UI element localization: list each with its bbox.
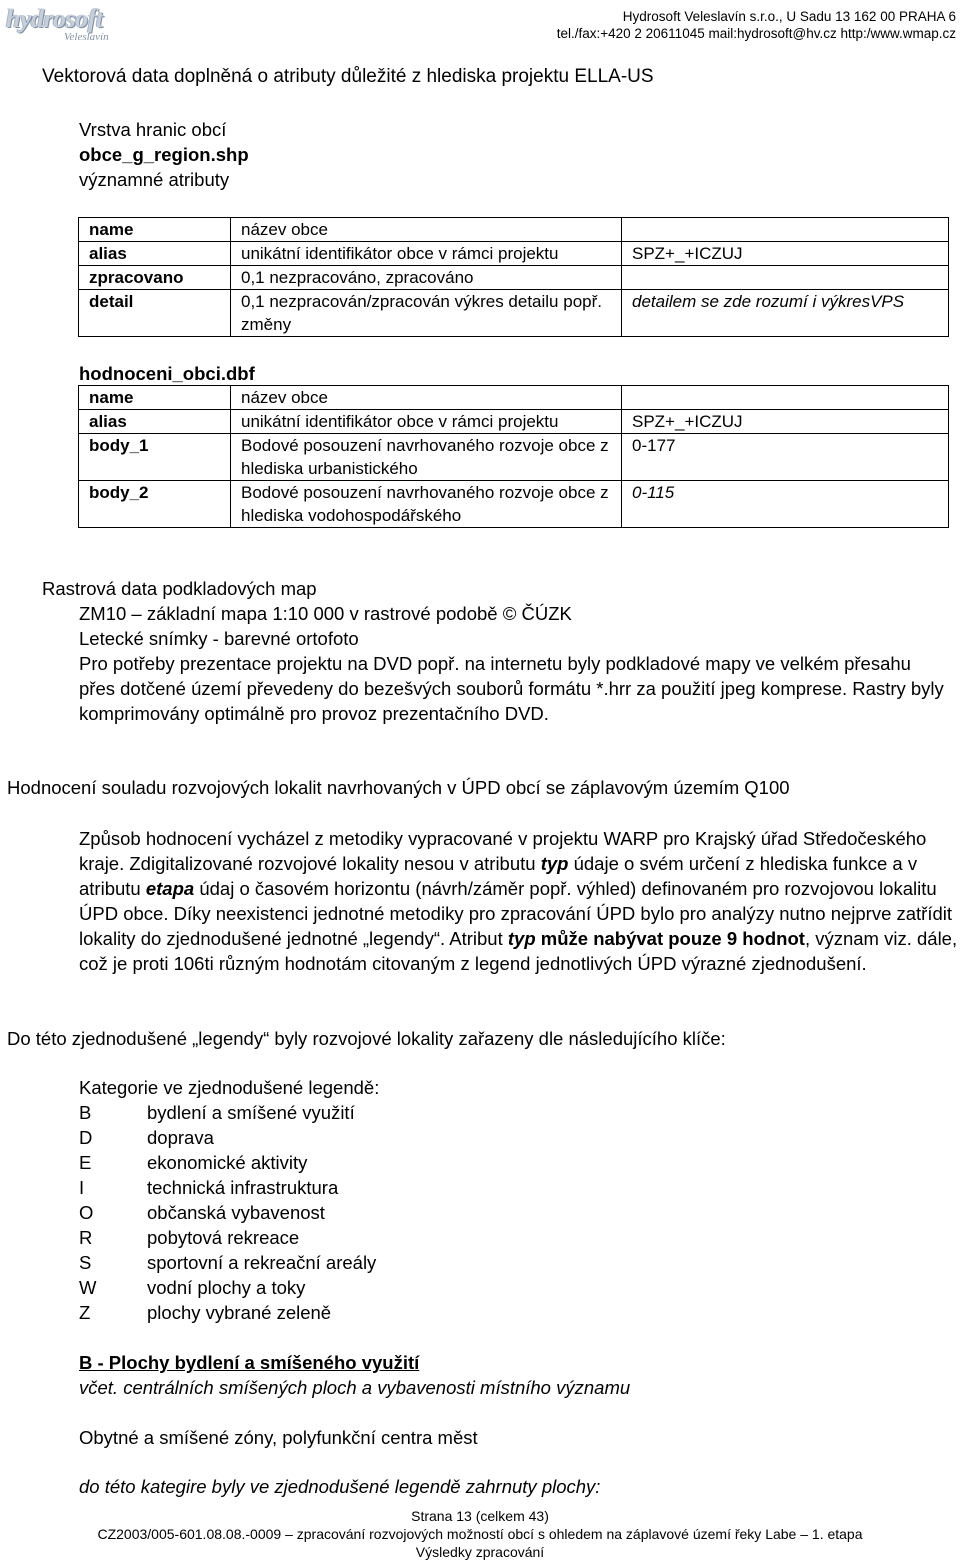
assessment-paragraph (79, 826, 959, 976)
legend-item (79, 1277, 305, 1299)
section-b-italic-line: do této kategire byly ve zjednodušené legendě zahrnuty plochy: (79, 1476, 601, 1497)
legend-item (79, 1177, 338, 1199)
legend-item (79, 1252, 376, 1274)
legend-item (79, 1202, 325, 1224)
raster-paragraph: Pro potřeby prezentace projektu na DVD popř. na internetu byly podkladové mapy ve velkém přesahu přes dotčené území převedeny do bezešvých souborů formátu *.hrr za použití jpeg komprese. Rastry byly komprimovány optimálně pro provoz prezentačního DVD. (79, 653, 944, 724)
table-row (79, 242, 949, 266)
legend-label: sportovní a rekreační areály (147, 1252, 377, 1273)
attr-desc: unikátní identifikátor obce v rámci projektu (231, 410, 622, 434)
attr-name: zpracovano (79, 266, 231, 290)
attribute-table-shp (78, 217, 949, 337)
legend-code: D (79, 1127, 93, 1148)
header-company: Hydrosoft Veleslavín s.r.o., U Sadu 13 162 00 PRAHA 6 (622, 9, 956, 24)
legend-code: E (79, 1152, 92, 1173)
vector-heading: Vektorová data doplněná o atributy důležité z hlediska projektu ELLA-US (42, 66, 654, 87)
attr-note: 0-177 (622, 434, 949, 481)
attr-note: detailem se zde rozumí i výkresVPS (622, 290, 949, 337)
legend-item (79, 1127, 214, 1149)
attr-desc: 0,1 nezpracováno, zpracováno (231, 266, 622, 290)
company-logo (6, 4, 116, 44)
text-run: může nabývat pouze 9 hodnot (535, 928, 805, 949)
legend-code: B (79, 1102, 92, 1123)
text-run: typ (540, 853, 569, 874)
legend-code: Z (79, 1302, 91, 1323)
legend-label: ekonomické aktivity (147, 1152, 308, 1173)
legend-code: S (79, 1252, 92, 1273)
footer-results: Výsledky zpracování (415, 1544, 545, 1560)
attr-note (622, 266, 949, 290)
table-row (79, 481, 949, 528)
attr-note: SPZ+_+ICZUJ (622, 242, 949, 266)
logo-subtext: Veleslavín (64, 31, 109, 43)
attr-note: 0-115 (622, 481, 949, 528)
table-row (79, 386, 949, 410)
attr-desc: Bodové posouzení navrhovaného rozvoje obce z hlediska vodohospodářského (231, 481, 622, 528)
layer-title: Vrstva hranic obcí (79, 119, 227, 140)
attr-name: name (79, 218, 231, 242)
legend-label: občanská vybavenost (147, 1202, 325, 1223)
attribute-table-dbf (78, 385, 949, 528)
legend-item (79, 1152, 307, 1174)
text-run: etapa (145, 878, 195, 899)
attr-name: body_2 (79, 481, 231, 528)
layer-file: obce_g_region.shp (79, 144, 249, 165)
attr-desc: 0,1 nezpracován/zpracován výkres detailu popř. změny (231, 290, 622, 337)
text-run: Způsob hodnocení vycházel z metodiky vypracované v projektu WARP pro Krajský úřad Středočeského kraje. Zdigitalizované rozvojové lokality nesou v atributu (79, 828, 927, 874)
text-run: , význam viz. dále, což je proti 106ti různým hodnotám citovaným z legend jednotlivých ÚPD výrazné zjednodušení. (79, 928, 958, 974)
legend-code: O (79, 1202, 94, 1223)
layer-attrs: významné atributy (79, 169, 230, 190)
legend-label: pobytová rekreace (147, 1227, 300, 1248)
attr-desc: název obce (231, 386, 622, 410)
text-run: typ (507, 928, 536, 949)
legend-item (79, 1227, 299, 1249)
legend-label: technická infrastruktura (147, 1177, 339, 1198)
text-run: údaj o časovém horizontu (návrh/záměr popř. výhled) definovaném pro rozvojovou lokalitu ÚPD obce. Díky neexistenci jednotné metodiky pro zpracování ÚPD bylo pro analýzy nutno nejprve zatřídit lokality do zjednodušené jednotné „legendy“. Atribut (79, 878, 953, 949)
legend-title: Kategorie ve zjednodušené legendě: (79, 1077, 380, 1098)
legend-code: W (79, 1277, 97, 1298)
legend-label: bydlení a smíšené využití (147, 1102, 355, 1123)
footer-project: CZ2003/005-601.08.08.-0009 – zpracování rozvojových možností obcí s ohledem na záplavové území řeky Labe – 1. etapa (97, 1526, 863, 1542)
attr-name: alias (79, 410, 231, 434)
table-row (79, 266, 949, 290)
attr-desc: Bodové posouzení navrhovaného rozvoje obce z hlediska urbanistického (231, 434, 622, 481)
attr-note (622, 218, 949, 242)
attr-note: SPZ+_+ICZUJ (622, 410, 949, 434)
legend-item (79, 1302, 331, 1324)
legend-code: I (79, 1177, 85, 1198)
section-b-heading: B - Plochy bydlení a smíšeného využití (79, 1352, 420, 1373)
header-contact: tel./fax:+420 2 20611045 mail:hydrosoft@hv.cz http:/www.wmap.cz (556, 26, 956, 41)
attr-name: body_1 (79, 434, 231, 481)
legend-label: vodní plochy a toky (147, 1277, 306, 1298)
raster-line-1: ZM10 – základní mapa 1:10 000 v rastrové podobě © ČÚZK (79, 603, 572, 624)
raster-heading: Rastrová data podkladových map (42, 578, 317, 599)
table-row (79, 410, 949, 434)
attr-desc: unikátní identifikátor obce v rámci projektu (231, 242, 622, 266)
section-b-line: Obytné a smíšené zóny, polyfunkční centra měst (79, 1427, 478, 1448)
attr-desc: název obce (231, 218, 622, 242)
legend-label: plochy vybrané zeleně (147, 1302, 332, 1323)
footer-page-number: Strana 13 (celkem 43) (411, 1508, 549, 1524)
legend-intro: Do této zjednodušené „legendy“ byly rozvojové lokality zařazeny dle následujícího klíče: (7, 1028, 726, 1049)
raster-line-2: Letecké snímky - barevné ortofoto (79, 628, 359, 649)
logo-text: hydrosoft (6, 4, 103, 33)
attr-name: name (79, 386, 231, 410)
assessment-heading: Hodnocení souladu rozvojových lokalit navrhovaných v ÚPD obcí se záplavovým územím Q100 (7, 777, 790, 798)
dbf-title: hodnoceni_obci.dbf (79, 363, 255, 384)
table-row (79, 290, 949, 337)
section-b-subheading: včet. centrálních smíšených ploch a vybavenosti místního významu (79, 1377, 631, 1398)
legend-label: doprava (147, 1127, 214, 1148)
legend-item (79, 1102, 355, 1124)
table-row (79, 218, 949, 242)
text-run: údaje o svém určení z hlediska funkce a v atributu (79, 853, 918, 899)
table-row (79, 434, 949, 481)
attr-note (622, 386, 949, 410)
attr-name: detail (79, 290, 231, 337)
legend-code: R (79, 1227, 93, 1248)
attr-name: alias (79, 242, 231, 266)
